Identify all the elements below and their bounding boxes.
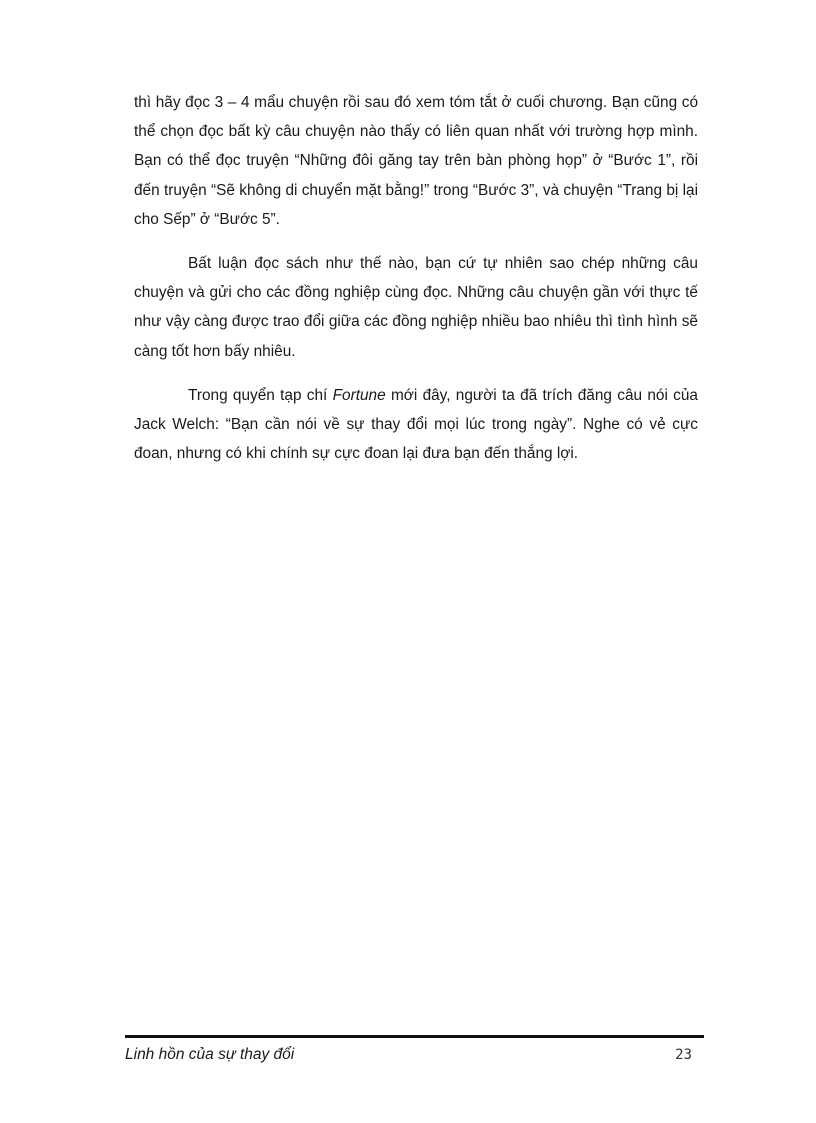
footer-divider	[125, 1035, 704, 1038]
page-number: 23	[675, 1047, 692, 1063]
paragraph-continuation: thì hãy đọc 3 – 4 mẩu chuyện rồi sau đó xem tóm tắt ở cuối chương. Bạn cũng có thể chọn đọc bất kỳ câu chuyện nào thấy có liên quan nhất với trường hợp mình. Bạn có thể đọc truyện “Những đôi găng tay trên bàn phòng họp” ở “Bước 1”, rồi đến truyện “Sẽ không di chuyển mặt bằng!” trong “Bước 3”, và chuyện “Trang bị lại cho Sếp” ở “Bước 5”.	[134, 94, 698, 228]
footer-book-title: Linh hồn của sự thay đổi	[125, 1046, 295, 1063]
quote-text-after: mới đây, người ta đã trích đăng câu nói của Jack Welch: “Bạn cần nói về sự thay đổi mọi lúc trong ngày”. Nghe có vẻ cực đoan, nhưng có khi chính sự cực đoan lại đưa bạn đến thắng lợi.	[134, 386, 698, 463]
page-body	[134, 88, 698, 483]
magazine-title: Fortune	[332, 386, 386, 404]
paragraph-reading-advice: Bất luận đọc sách như thế nào, bạn cứ tự nhiên sao chép những câu chuyện và gửi cho các đồng nghiệp cùng đọc. Những câu chuyện gần với thực tế như vậy càng được trao đổi giữa các đồng nghiệp nhiều bao nhiêu thì tình hình sẽ càng tốt hơn bấy nhiêu.	[134, 255, 698, 360]
paragraph-jack-welch-quote	[134, 381, 698, 469]
quote-text-before: Trong quyển tạp chí	[188, 386, 333, 404]
